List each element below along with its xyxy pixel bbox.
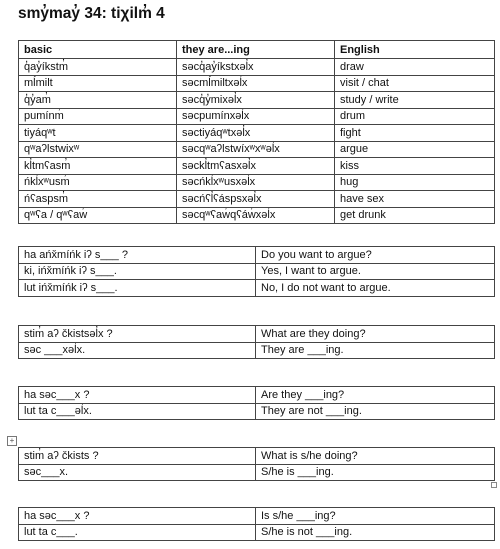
english-cell[interactable]: have sex <box>335 191 495 208</box>
salish-cell[interactable]: səc___x. <box>19 464 256 481</box>
salish-cell[interactable]: ki, ińx̌míńk iʔ s___. <box>19 263 256 280</box>
english-cell[interactable]: S/he is ___ing. <box>256 464 495 481</box>
vocab-header-row <box>19 41 495 59</box>
english-cell[interactable]: They are ___ing. <box>256 342 495 359</box>
table-row <box>19 174 495 191</box>
english-cell[interactable]: argue <box>335 141 495 158</box>
basic-cell[interactable]: kl̓tmʕasm̓ <box>19 158 177 175</box>
english-cell[interactable]: Yes, I want to argue. <box>256 263 495 280</box>
english-cell[interactable]: drum <box>335 108 495 125</box>
table-row <box>19 524 495 541</box>
want-to-argue-table <box>18 246 495 297</box>
salish-cell[interactable]: ha səc___x ? <box>19 387 256 404</box>
english-cell[interactable]: draw <box>335 59 495 76</box>
salish-cell[interactable]: ha səc___x ? <box>19 508 256 525</box>
english-cell[interactable]: fight <box>335 125 495 142</box>
basic-cell[interactable]: qʷʕa / qʷʕaw̓ <box>19 207 177 224</box>
salish-cell[interactable]: lut ińx̌míńk iʔ s___. <box>19 280 256 297</box>
is-she-table <box>18 507 495 541</box>
progressive-cell[interactable]: səcqʷaʔlstwíxʷxʷəl̓x <box>177 141 335 158</box>
english-cell[interactable]: hug <box>335 174 495 191</box>
table-row <box>19 141 495 158</box>
what-is-she-doing-table <box>18 447 495 481</box>
progressive-cell[interactable]: səcńkl̓xʷusxəl̓x <box>177 174 335 191</box>
english-cell[interactable]: Do you want to argue? <box>256 247 495 264</box>
salish-cell[interactable]: ha ańx̌míńk iʔ s___ ? <box>19 247 256 264</box>
table-row <box>19 125 495 142</box>
table-row <box>19 403 495 420</box>
progressive-cell[interactable]: səctiyáqʷtxəl̓x <box>177 125 335 142</box>
progressive-cell[interactable]: səckl̓tmʕasxəl̓x <box>177 158 335 175</box>
progressive-cell[interactable]: səcmĺmiltxəl̓x <box>177 75 335 92</box>
header-english: English <box>335 41 495 59</box>
page-title: smy̓may̓ 34: tiχilm̓ 4 <box>18 5 165 22</box>
progressive-cell[interactable]: səcńʕl̓ʕáspsxəl̓x <box>177 191 335 208</box>
english-cell[interactable]: visit / chat <box>335 75 495 92</box>
english-cell[interactable]: get drunk <box>335 207 495 224</box>
table-row <box>19 191 495 208</box>
salish-cell[interactable]: lut ta c___əl̓x. <box>19 403 256 420</box>
table-row <box>19 508 495 525</box>
progressive-cell[interactable]: səcpumínxəl̓x <box>177 108 335 125</box>
vocab-table <box>18 40 495 224</box>
basic-cell[interactable]: tiyáqʷt <box>19 125 177 142</box>
basic-cell[interactable]: ńʕaspsm̓ <box>19 191 177 208</box>
what-are-they-doing-table <box>18 325 495 359</box>
basic-cell[interactable]: pumínm̓ <box>19 108 177 125</box>
basic-cell[interactable]: q̓ay̓íkstm̓ <box>19 59 177 76</box>
progressive-cell[interactable]: səcq̓ay̓íkstxəl̓x <box>177 59 335 76</box>
table-row <box>19 326 495 343</box>
table-row <box>19 263 495 280</box>
basic-cell[interactable]: q̓y̓am̓ <box>19 92 177 109</box>
salish-cell[interactable]: stim̓ aʔ čkists ? <box>19 448 256 465</box>
basic-cell[interactable]: mĺmilt <box>19 75 177 92</box>
salish-cell[interactable]: səc ___xəl̓x. <box>19 342 256 359</box>
table-row <box>19 75 495 92</box>
table-row <box>19 387 495 404</box>
salish-cell[interactable]: lut ta c___. <box>19 524 256 541</box>
english-cell[interactable]: No, I do not want to argue. <box>256 280 495 297</box>
header-basic: basic <box>19 41 177 59</box>
salish-cell[interactable]: stim̓ aʔ čkistsəl̓x ? <box>19 326 256 343</box>
header-they-are-ing: they are...ing <box>177 41 335 59</box>
english-cell[interactable]: kiss <box>335 158 495 175</box>
table-row <box>19 158 495 175</box>
english-cell[interactable]: S/he is not ___ing. <box>256 524 495 541</box>
progressive-cell[interactable]: səcq̓y̓mixəl̓x <box>177 92 335 109</box>
table-resize-handle-icon[interactable] <box>491 482 497 488</box>
are-they-table <box>18 386 495 420</box>
table-row <box>19 342 495 359</box>
english-cell[interactable]: study / write <box>335 92 495 109</box>
table-row <box>19 108 495 125</box>
basic-cell[interactable]: ńkl̓xʷusm̓ <box>19 174 177 191</box>
table-row <box>19 247 495 264</box>
table-row <box>19 92 495 109</box>
english-cell[interactable]: They are not ___ing. <box>256 403 495 420</box>
english-cell[interactable]: Are they ___ing? <box>256 387 495 404</box>
table-row <box>19 448 495 465</box>
basic-cell[interactable]: qʷaʔlstwixʷ <box>19 141 177 158</box>
table-row <box>19 207 495 224</box>
english-cell[interactable]: Is s/he ___ing? <box>256 508 495 525</box>
table-row <box>19 59 495 76</box>
progressive-cell[interactable]: səcqʷʕaw̓qʕáw̓xəl̓x <box>177 207 335 224</box>
english-cell[interactable]: What are they doing? <box>256 326 495 343</box>
table-row <box>19 464 495 481</box>
english-cell[interactable]: What is s/he doing? <box>256 448 495 465</box>
table-row <box>19 280 495 297</box>
table-move-handle-icon[interactable]: + <box>7 436 17 446</box>
